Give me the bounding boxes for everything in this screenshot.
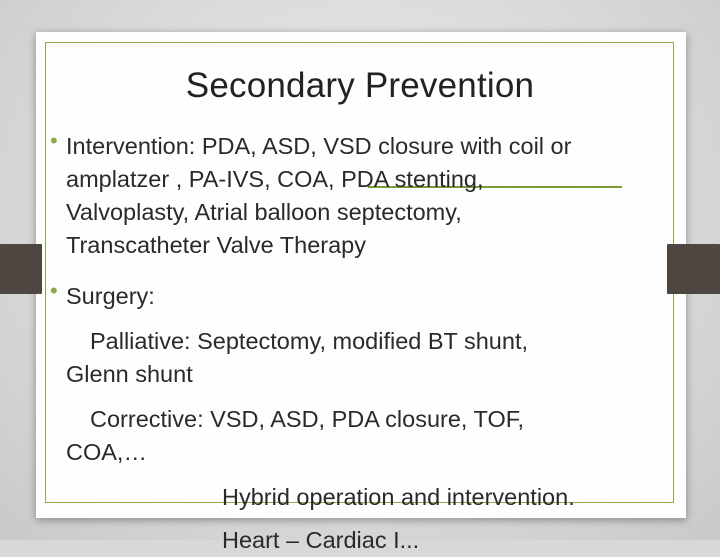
bullet-line: Intervention: PDA, ASD, VSD closure with coil or bbox=[66, 133, 572, 159]
bullet-intervention bbox=[66, 130, 571, 262]
sub-item-corrective bbox=[66, 403, 524, 469]
bullet-line: Surgery: bbox=[66, 283, 155, 309]
bullet-surgery bbox=[66, 280, 155, 313]
sub-item-line: COA,… bbox=[66, 439, 147, 465]
bullet-line: Valvoplasty, Atrial balloon septectomy, bbox=[66, 199, 462, 225]
slide-title: Secondary Prevention bbox=[185, 66, 535, 105]
overflow-text-line: Heart – Cardiac I... bbox=[222, 527, 420, 553]
sub-item-palliative bbox=[66, 325, 528, 391]
bullet-marker-surgery: • bbox=[50, 278, 58, 303]
left-edge-tab bbox=[0, 244, 42, 294]
bullet-line: amplatzer , PA-IVS, COA, PDA stenting, bbox=[66, 166, 484, 192]
hybrid-operation-text: Hybrid operation and intervention. bbox=[222, 484, 575, 510]
sub-item-line: Palliative: Septectomy, modified BT shunt, bbox=[90, 328, 529, 354]
bullet-line: Transcatheter Valve Therapy bbox=[66, 232, 366, 258]
bullet-marker-intervention: • bbox=[50, 128, 58, 153]
sub-item-line: Glenn shunt bbox=[66, 361, 193, 387]
right-edge-tab bbox=[667, 244, 720, 294]
sub-item-line: Corrective: VSD, ASD, PDA closure, TOF, bbox=[90, 406, 525, 432]
